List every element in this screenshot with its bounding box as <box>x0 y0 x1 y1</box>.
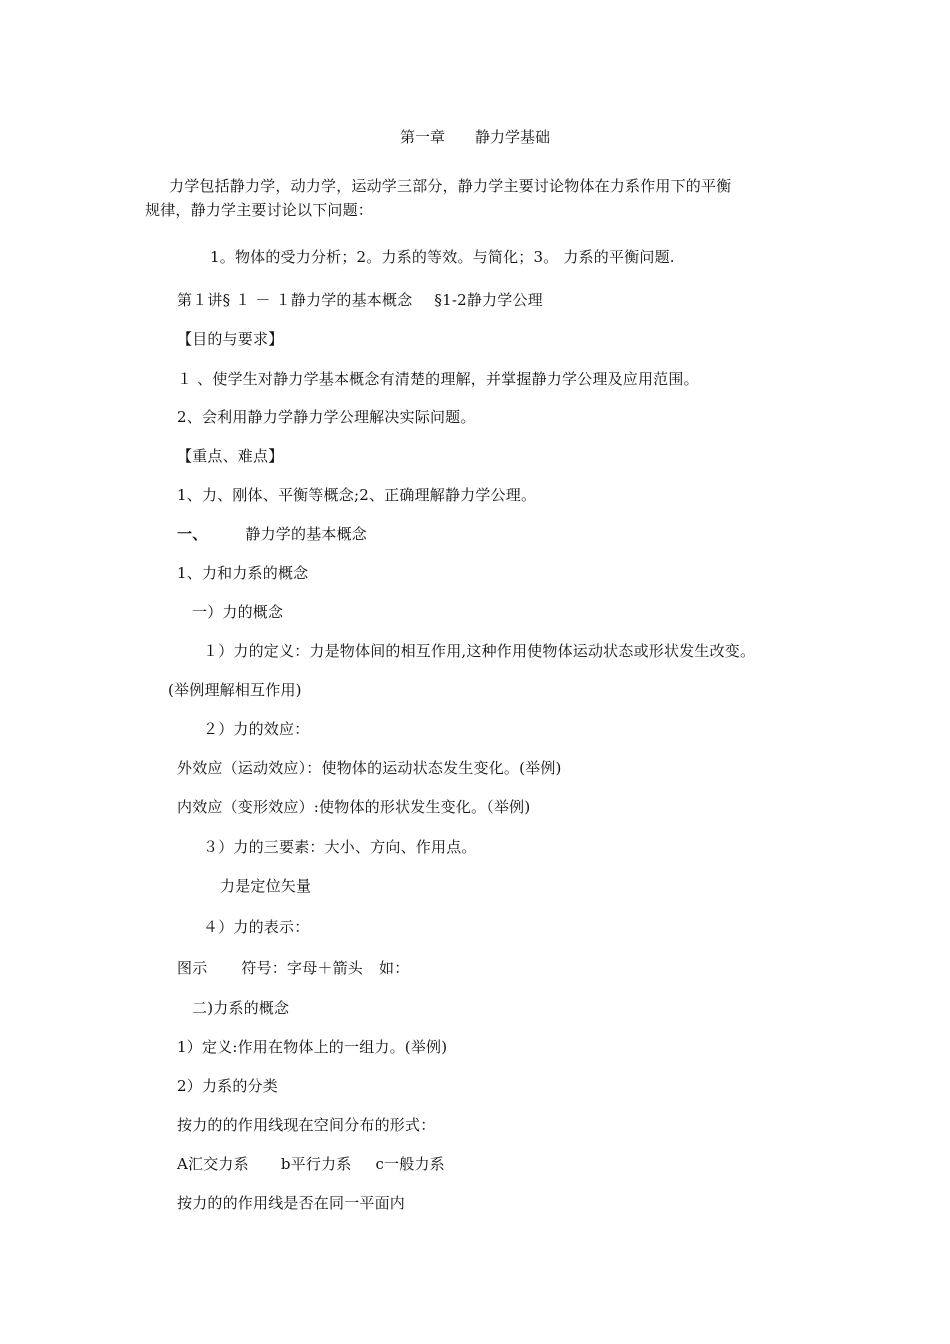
section-title: 静力学的基本概念 <box>245 525 368 543</box>
force-system-types <box>177 1154 445 1174</box>
intro-paragraph-line1: 力学包括静力学，动力学，运动学三部分，静力学主要讨论物体在力系作用下的平衡 <box>169 177 732 195</box>
keypoints-text: 1、力、刚体、平衡等概念;2、正确理解静力学公理。 <box>177 486 537 504</box>
force-system-classification: 2）力系的分类 <box>177 1077 278 1095</box>
lecture-heading-left: 第１讲§ １ － １静力学的基本概念 <box>177 291 413 309</box>
section-number: 一、 <box>177 525 208 543</box>
chapter-number: 第一章 <box>399 128 445 146</box>
section-heading <box>177 524 367 544</box>
force-concept-heading: 一）力的概念 <box>192 603 284 621</box>
classify-by-plane: 按力的的作用线是否在同一平面内 <box>177 1194 406 1212</box>
force-system-definition: 1）定义:作用在物体上的一组力。(举例) <box>177 1038 448 1056</box>
lecture-heading-right: §1-2静力学公理 <box>434 291 543 309</box>
bound-vector-note: 力是定位矢量 <box>220 877 312 895</box>
type-concurrent: A汇交力系 <box>177 1155 249 1173</box>
type-general: c一般力系 <box>375 1155 445 1173</box>
force-effects-heading: ２）力的效应： <box>203 720 310 738</box>
classify-by-space: 按力的的作用线现在空间分布的形式： <box>177 1116 436 1134</box>
external-effect: 外效应（运动效应）：使物体的运动状态发生变化。(举例) <box>177 759 562 777</box>
chapter-name: 静力学基础 <box>475 128 551 146</box>
keypoints-heading: 【重点、难点】 <box>177 447 284 465</box>
type-parallel: b平行力系 <box>280 1155 352 1173</box>
rep-graphic: 图示 <box>177 959 208 977</box>
intro-topics: 1。物体的受力分析；2。力系的等效。与简化；3。 力系的平衡问题. <box>210 248 675 266</box>
subsection-force-and-system: 1、力和力系的概念 <box>177 564 309 582</box>
force-definition: １）力的定义：力是物体间的相互作用,这种作用使物体运动状态或形状发生改变。 <box>203 642 756 660</box>
goals-heading: 【目的与要求】 <box>177 330 284 348</box>
rep-symbol: 符号：字母＋箭头 <box>241 959 364 977</box>
goals-item-2: 2、会利用静力学静力学公理解决实际问题。 <box>177 408 476 426</box>
force-example-note: (举例理解相互作用) <box>168 681 302 699</box>
goals-item-1: １ 、使学生对静力学基本概念有清楚的理解，并掌握静力学公理及应用范围。 <box>177 370 699 388</box>
lecture-heading <box>177 290 543 310</box>
three-elements: ３）力的三要素：大小、方向、作用点。 <box>203 838 477 856</box>
rep-example: 如： <box>379 959 410 977</box>
intro-paragraph-line2: 规律，静力学主要讨论以下问题： <box>145 201 374 219</box>
internal-effect: 内效应（变形效应）:使物体的形状发生变化。（举例) <box>177 798 531 816</box>
force-system-heading: 二)力系的概念 <box>192 999 290 1017</box>
force-representation-heading: ４）力的表示： <box>203 918 310 936</box>
chapter-title <box>0 127 950 147</box>
force-representation-line <box>177 958 409 978</box>
